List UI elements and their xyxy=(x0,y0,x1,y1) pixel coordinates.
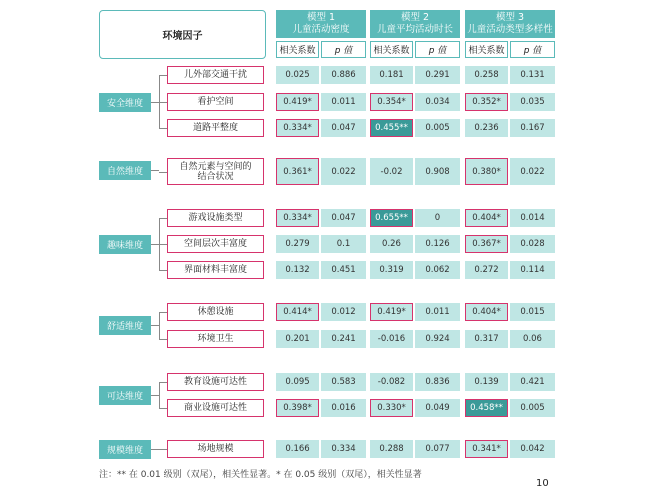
connector-line xyxy=(151,170,159,171)
p-value-cell: 0.062 xyxy=(415,261,460,279)
p-value-cell: 0.114 xyxy=(510,261,555,279)
coef-cell: 0.319 xyxy=(370,261,413,279)
coef-cell: -0.016 xyxy=(370,330,413,348)
p-value-cell: 0.451 xyxy=(321,261,366,279)
model-title: 模型 2 xyxy=(400,12,430,23)
dimension-label: 规模维度 xyxy=(99,440,151,459)
p-value-cell: 0.005 xyxy=(415,119,460,137)
coef-cell: 0.352* xyxy=(465,93,508,111)
connector-line xyxy=(151,102,159,103)
coef-cell: 0.181 xyxy=(370,66,413,84)
connector-line xyxy=(159,75,167,76)
coef-cell: 0.458** xyxy=(465,399,508,417)
p-value-cell: 0.047 xyxy=(321,119,366,137)
bracket-line xyxy=(159,312,160,339)
footnote: 注：** 在 0.01 级别（双尾），相关性显著。* 在 0.05 级别（双尾），相关性显著 xyxy=(99,470,422,480)
model-title: 模型 3 xyxy=(495,12,525,23)
p-value-cell: 0.836 xyxy=(415,373,460,391)
factor-header: 环境因子 xyxy=(99,10,266,59)
coef-cell: 0.380* xyxy=(465,158,508,185)
coef-cell: 0.330* xyxy=(370,399,413,417)
factor-cell xyxy=(167,399,264,417)
p-value-cell: 0.011 xyxy=(415,303,460,321)
p-value-cell: 0.016 xyxy=(321,399,366,417)
coef-cell: 0.236 xyxy=(465,119,508,137)
bracket-line xyxy=(159,382,160,408)
factor-text: 场地规模 xyxy=(197,444,234,454)
p-value-cell: 0.034 xyxy=(415,93,460,111)
factor-cell xyxy=(167,373,264,391)
coef-cell: 0.334* xyxy=(276,209,319,227)
factor-cell xyxy=(167,93,264,111)
coef-cell: 0.367* xyxy=(465,235,508,253)
coef-cell: 0.419* xyxy=(370,303,413,321)
factor-text: 环境卫生 xyxy=(197,334,234,344)
factor-text: 界面材料丰富度 xyxy=(183,265,247,275)
p-value-cell: 0.005 xyxy=(510,399,555,417)
p-value-cell: 0.015 xyxy=(510,303,555,321)
p-value-cell: 0.042 xyxy=(510,440,555,458)
coef-cell: 0.288 xyxy=(370,440,413,458)
p-value-cell: 0.291 xyxy=(415,66,460,84)
p-value-cell: 0.047 xyxy=(321,209,366,227)
connector-line xyxy=(159,408,167,409)
factor-cell xyxy=(167,261,264,279)
p-value-cell: 0.886 xyxy=(321,66,366,84)
coef-label: 相关系数 xyxy=(276,41,319,58)
connector-line xyxy=(159,244,167,245)
p-value-cell: 0.012 xyxy=(321,303,366,321)
coef-cell: 0.317 xyxy=(465,330,508,348)
connector-line xyxy=(151,244,159,245)
page-number: 10 xyxy=(536,478,549,489)
p-value-cell: 0.06 xyxy=(510,330,555,348)
coef-cell: 0.26 xyxy=(370,235,413,253)
model-subtitle: 儿童活动类型多样性 xyxy=(467,24,553,35)
p-value-cell: 0.049 xyxy=(415,399,460,417)
p-value-cell: 0.131 xyxy=(510,66,555,84)
factor-cell xyxy=(167,235,264,253)
p-value-cell: 0.077 xyxy=(415,440,460,458)
factor-text: 空间层次丰富度 xyxy=(183,239,247,249)
coef-cell: 0.414* xyxy=(276,303,319,321)
coef-cell: 0.095 xyxy=(276,373,319,391)
coef-cell: -0.082 xyxy=(370,373,413,391)
factor-text: 教育设施可达性 xyxy=(183,377,247,387)
connector-line xyxy=(159,172,167,173)
p-value-cell: 0.022 xyxy=(321,158,366,185)
connector-line xyxy=(151,325,159,326)
connector-line xyxy=(159,449,167,450)
model-header-1 xyxy=(276,10,366,38)
dimension-label: 趣味维度 xyxy=(99,235,151,254)
factor-text: 休憩设施 xyxy=(197,307,234,317)
p-value-cell: 0.1 xyxy=(321,235,366,253)
factor-cell xyxy=(167,119,264,137)
connector-line xyxy=(159,102,167,103)
model-header-3 xyxy=(465,10,555,38)
factor-cell xyxy=(167,440,264,458)
connector-line xyxy=(151,395,159,396)
p-value-cell: 0.167 xyxy=(510,119,555,137)
p-value-cell: 0.241 xyxy=(321,330,366,348)
model-subtitle: 儿童平均活动时长 xyxy=(376,24,453,35)
connector-line xyxy=(159,382,167,383)
factor-cell xyxy=(167,158,264,185)
factor-text: 道路平整度 xyxy=(192,123,238,133)
factor-cell xyxy=(167,330,264,348)
p-value-cell: 0.035 xyxy=(510,93,555,111)
p-value-cell: 0.014 xyxy=(510,209,555,227)
factor-cell xyxy=(167,303,264,321)
connector-line xyxy=(159,270,167,271)
p-value-cell: 0.011 xyxy=(321,93,366,111)
p-value-cell: 0.421 xyxy=(510,373,555,391)
p-value-cell: 0.022 xyxy=(510,158,555,185)
p-value-cell: 0.583 xyxy=(321,373,366,391)
coef-cell: 0.166 xyxy=(276,440,319,458)
dimension-label: 自然维度 xyxy=(99,161,151,180)
coef-cell: 0.279 xyxy=(276,235,319,253)
coef-cell: 0.258 xyxy=(465,66,508,84)
factor-cell xyxy=(167,66,264,84)
connector-line xyxy=(159,128,167,129)
p-value-cell: 0.028 xyxy=(510,235,555,253)
p-value-cell: 0.908 xyxy=(415,158,460,185)
coef-cell: 0.398* xyxy=(276,399,319,417)
connector-line xyxy=(151,449,159,450)
p-label: p 值 xyxy=(415,41,460,58)
coef-cell: 0.354* xyxy=(370,93,413,111)
connector-line xyxy=(159,312,167,313)
coef-cell: 0.341* xyxy=(465,440,508,458)
coef-label: 相关系数 xyxy=(370,41,413,58)
model-title: 模型 1 xyxy=(306,12,336,23)
coef-cell: 0.025 xyxy=(276,66,319,84)
factor-text: 自然元素与空间的 xyxy=(179,161,252,172)
factor-text: 看护空间 xyxy=(197,97,234,107)
coef-cell: 0.655** xyxy=(370,209,413,227)
coef-cell: 0.132 xyxy=(276,261,319,279)
p-label: p 值 xyxy=(321,41,366,58)
coef-cell: 0.201 xyxy=(276,330,319,348)
factor-cell xyxy=(167,209,264,227)
model-header-2 xyxy=(370,10,460,38)
coef-cell: 0.334* xyxy=(276,119,319,137)
dimension-label: 安全维度 xyxy=(99,93,151,112)
coef-cell: 0.272 xyxy=(465,261,508,279)
model-subtitle: 儿童活动密度 xyxy=(292,24,350,35)
coef-cell: -0.02 xyxy=(370,158,413,185)
coef-cell: 0.361* xyxy=(276,158,319,185)
p-value-cell: 0.924 xyxy=(415,330,460,348)
p-value-cell: 0.126 xyxy=(415,235,460,253)
connector-line xyxy=(159,339,167,340)
factor-text: 儿外部交通干扰 xyxy=(183,70,247,80)
factor-text: 结合状况 xyxy=(197,171,234,182)
p-label: p 值 xyxy=(510,41,555,58)
coef-cell: 0.455** xyxy=(370,119,413,137)
dimension-label: 舒适维度 xyxy=(99,316,151,335)
coef-cell: 0.419* xyxy=(276,93,319,111)
coef-label: 相关系数 xyxy=(465,41,508,58)
factor-text: 商业设施可达性 xyxy=(183,403,247,413)
p-value-cell: 0 xyxy=(415,209,460,227)
dimension-label: 可达维度 xyxy=(99,386,151,405)
coef-cell: 0.404* xyxy=(465,209,508,227)
coef-cell: 0.404* xyxy=(465,303,508,321)
p-value-cell: 0.334 xyxy=(321,440,366,458)
factor-text: 游戏设施类型 xyxy=(188,213,243,223)
coef-cell: 0.139 xyxy=(465,373,508,391)
connector-line xyxy=(159,218,167,219)
